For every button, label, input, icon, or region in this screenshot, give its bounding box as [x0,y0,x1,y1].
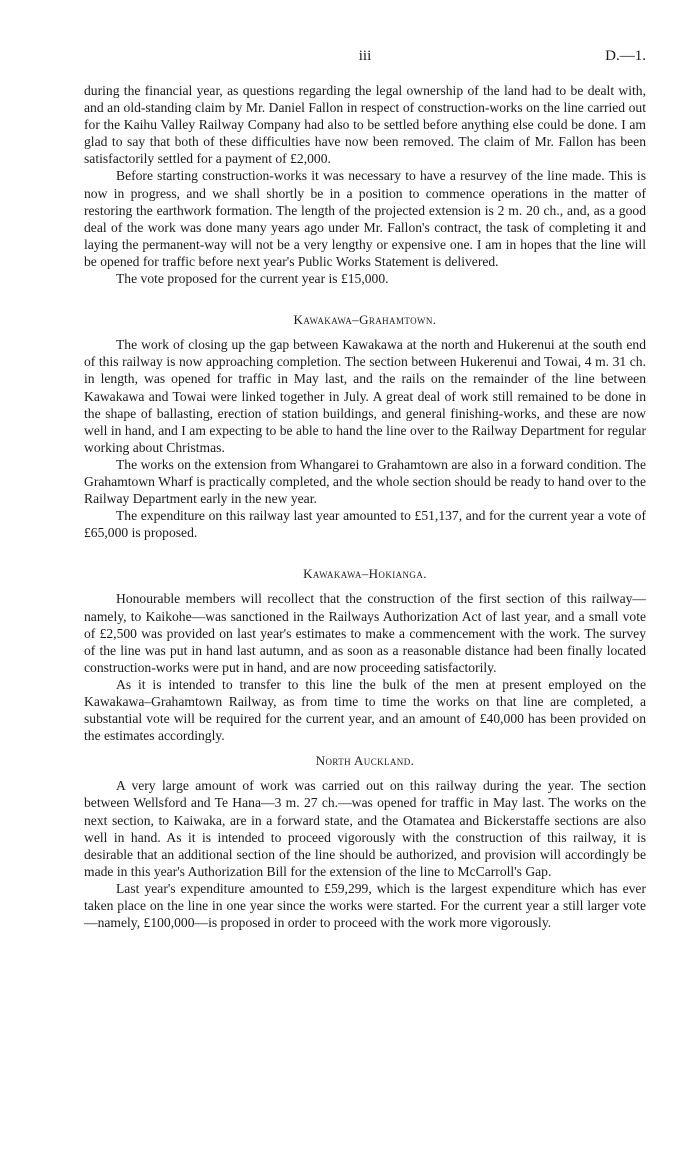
paragraph: As it is intended to transfer to this line the bulk of the men at present employed on the Kawakawa–Grahamtown Railway, as from time to time the works on that line are completed, a substantial vote will be required for the current year, and an amount of £40,000 has been provided on the estimates accordingly. [84,676,646,744]
page-number: iii [358,48,372,64]
paragraph: The expenditure on this railway last year amounted to £51,137, and for the current year a vote of £65,000 is proposed. [84,508,646,541]
section-heading-kawakawa-hokianga: Kawakawa–Hokianga. [303,566,427,582]
paragraph: during the financial year, as questions regarding the legal ownership of the land had to be dealt with, and an old-standing claim by Mr. Daniel Fallon in respect of construction-works on the line carried out for the Kaihu Valley Railway Company had also to be settled before anything else could be done. I am glad to say that both of these difficulties have now been removed. The claim of Mr. Fallon has been satisfactorily settled for a payment of £2,000. [84,83,646,167]
paragraph: A very large amount of work was carried out on this railway during the year. The section between Wellsford and Te Hana—3 m. 27 ch.—was opened for traffic in May last. The works on the next section, to Kaiwaka, are in a forward state, and the Otamatea and Bickerstaffe sections are also well in hand. As it is intended to proceed vigorously with the construction of this railway, it is desirable that an additional section of the line should be authorized, and provision will accordingly be made in this year's Authorization Bill for the extension of the line to McCarroll's Gap. [84,778,646,879]
paragraph: The work of closing up the gap between Kawakawa at the north and Hukerenui at the south end of this railway is now approaching completion. The section between Hukerenui and Towai, 4 m. 31 ch. in length, was opened for traffic in May last, and the rails on the remainder of the line between Kawakawa and Towai were linked together in July. A great deal of work still remained to be done in the shape of ballasting, erection of station buildings, and general finishing-works, and these are now well in hand, and I am expecting to be able to hand the line over to the Railway Department for regular working about Christmas. [84,337,646,455]
section-heading-kawakawa-grahamtown: Kawakawa–Grahamtown. [293,312,437,328]
paragraph: The vote proposed for the current year is £15,000. [116,271,389,287]
section-heading-north-auckland: North Auckland. [315,753,415,769]
paragraph: The works on the extension from Whangarei to Grahamtown are also in a forward condition. The Grahamtown Wharf is practically completed, and the whole section should be ready to hand over to the Railway Department early in the new year. [84,456,646,507]
paragraph: Last year's expenditure amounted to £59,299, which is the largest expenditure which has ever taken place on the line in one year since the works were started. For the current year a still larger vote—namely, £100,000—is proposed in order to proceed with the work more vigorously. [84,880,646,931]
page-header [84,48,646,68]
paragraph: Before starting construction-works it was necessary to have a resurvey of the line made. This is now in progress, and we shall shortly be in a position to commence operations in the matter of restoring the earthwork formation. The length of the projected extension is 2 m. 20 ch., and, as a good deal of the work was done many years ago under Mr. Fallon's contract, the task of completing it and laying the permanent-way will not be a very lengthy or expensive one. I am in hopes that the line will be opened for traffic before next year's Public Works Statement is delivered. [84,168,646,269]
document-reference: D.—1. [605,48,646,64]
paragraph: Honourable members will recollect that the construction of the first section of this railway—namely, to Kaikohe—was sanctioned in the Railways Authorization Act of last year, and a small vote of £2,500 was provided on last year's estimates to make a commencement with the work. The survey of the line was put in hand last autumn, and as soon as a reasonable distance had been finally located construction-works were put in hand, and are now proceeding satisfactorily. [84,591,646,675]
body-text [84,82,646,931]
